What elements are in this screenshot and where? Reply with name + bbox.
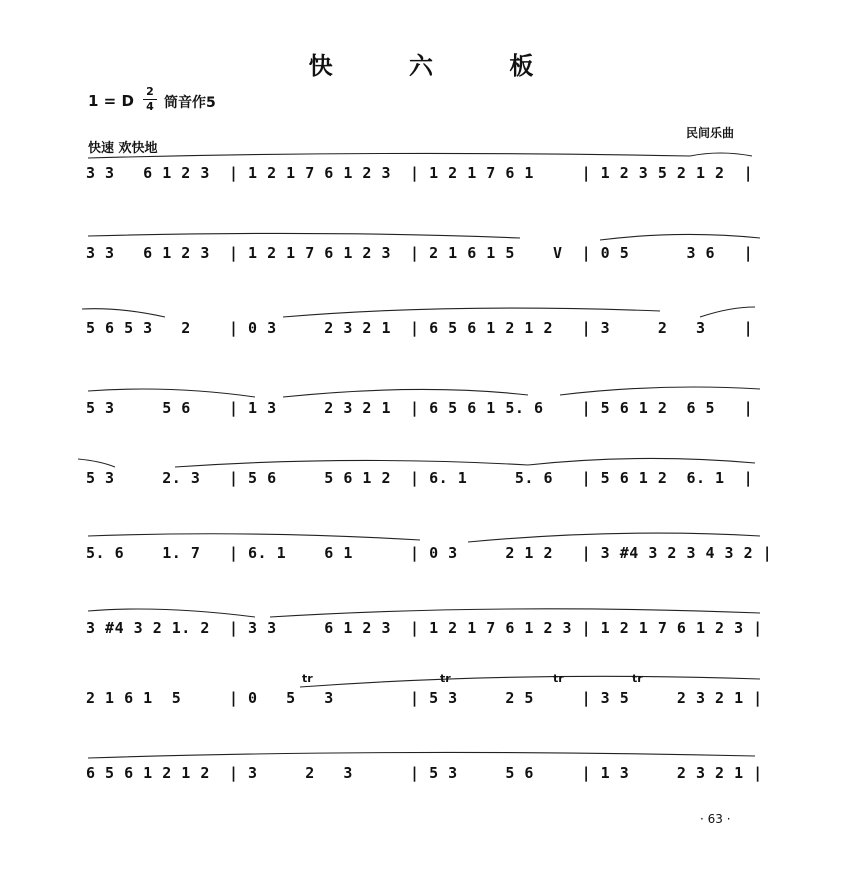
- time-denominator: 4: [146, 100, 154, 113]
- notation-line: 5. 6 1. 7 | 6. 1 6 1 | 0 3 2 1 2 | 3 #4 3 2 3 4 3 2 |: [86, 544, 773, 562]
- piece-title: 快 六 板: [308, 52, 568, 80]
- page-number: · 63 ·: [700, 812, 731, 826]
- attribution: 民间乐曲: [686, 126, 735, 140]
- time-numerator: 2: [146, 85, 154, 98]
- notation-line: 5 3 2. 3 | 5 6 5 6 1 2 | 6. 1 5. 6 | 5 6 1 2 6. 1 |: [86, 469, 754, 487]
- tempo-marking: 快速 欢快地: [88, 141, 158, 156]
- score-row-2: [0, 230, 842, 290]
- score-row-4: [0, 385, 842, 445]
- notation-line: 3 #4 3 2 1. 2 | 3 3 6 1 2 3 | 1 2 1 7 6 1 2 3 | 1 2 1 7 6 1 2 3 |: [86, 619, 763, 637]
- notation-line: 5 3 5 6 | 1 3 2 3 2 1 | 6 5 6 1 5. 6 | 5 6 1 2 6 5 |: [86, 399, 754, 417]
- mode-text: 筒音作5: [164, 95, 216, 111]
- notation-line: 6 5 6 1 2 1 2 | 3 2 3 | 5 3 5 6 | 1 3 2 3 2 1 |: [86, 764, 763, 782]
- trill-mark: tr: [302, 672, 313, 685]
- time-signature: [143, 86, 157, 113]
- score-row-1: [0, 150, 842, 210]
- trill-mark: tr: [632, 672, 643, 685]
- notation-line: 5 6 5 3 2 | 0 3 2 3 2 1 | 6 5 6 1 2 1 2 | 3 2 3 |: [86, 319, 754, 337]
- trill-mark: tr: [553, 672, 564, 685]
- trill-mark: tr: [440, 672, 451, 685]
- score-row-3: [0, 305, 842, 365]
- score-row-8: [0, 675, 842, 735]
- score-row-7: [0, 605, 842, 665]
- notation-line: 2 1 6 1 5 | 0 5 3 | 5 3 2 5 | 3 5 2 3 2 1 |: [86, 689, 763, 707]
- notation-line: 3 3 6 1 2 3 | 1 2 1 7 6 1 2 3 | 2 1 6 1 5 V | 0 5 3 6 |: [86, 244, 754, 262]
- score-row-9: [0, 750, 842, 810]
- notation-line: 3 3 6 1 2 3 | 1 2 1 7 6 1 2 3 | 1 2 1 7 6 1 | 1 2 3 5 2 1 2 |: [86, 164, 754, 182]
- score-row-6: [0, 530, 842, 590]
- key-signature: 1 = D: [88, 92, 134, 110]
- score-row-5: [0, 455, 842, 515]
